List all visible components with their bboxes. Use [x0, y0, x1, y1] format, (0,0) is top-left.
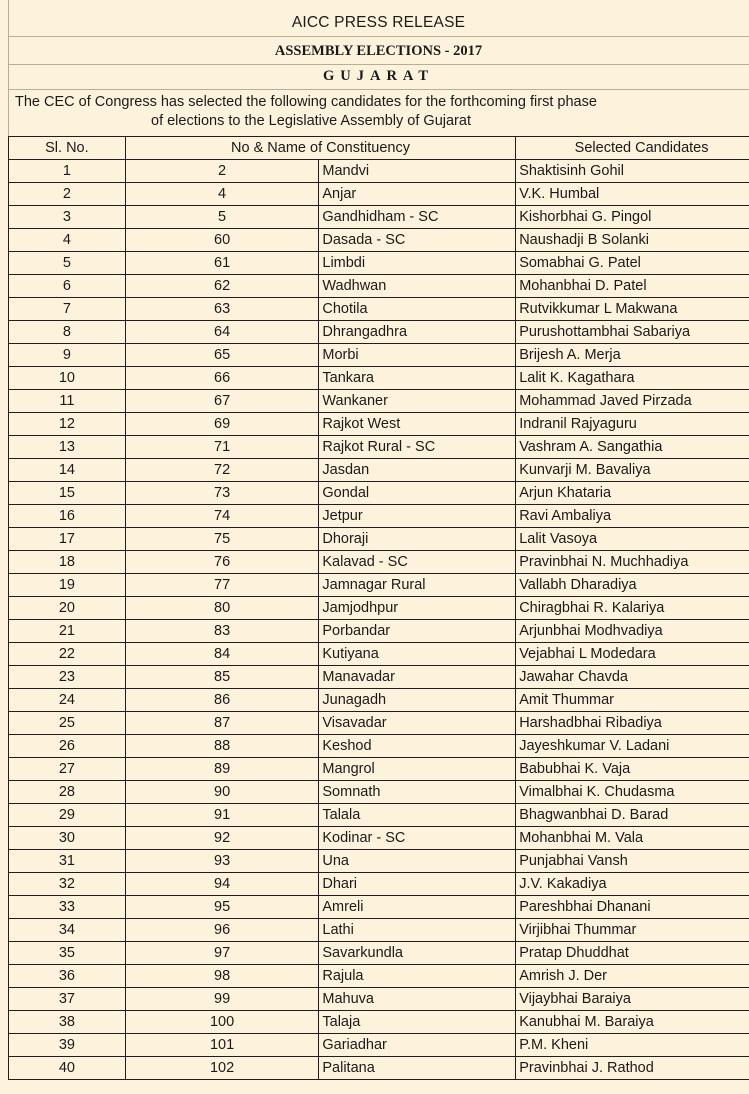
- serial-number: 5: [9, 252, 126, 275]
- serial-number: 22: [9, 643, 126, 666]
- serial-number: 4: [9, 229, 126, 252]
- table-row: [9, 160, 749, 183]
- constituency-name: Dasada - SC: [319, 229, 516, 252]
- constituency-name: Chotila: [319, 298, 516, 321]
- constituency-name: Palitana: [319, 1057, 516, 1080]
- constituency-number: 71: [125, 436, 319, 459]
- constituency-number: 87: [125, 712, 319, 735]
- constituency-name: Keshod: [319, 735, 516, 758]
- serial-number: 7: [9, 298, 126, 321]
- candidate-name: Vashram A. Sangathia: [516, 436, 749, 459]
- constituency-number: 96: [125, 919, 319, 942]
- candidate-name: P.M. Kheni: [516, 1034, 749, 1057]
- constituency-number: 69: [125, 413, 319, 436]
- table-row: [9, 735, 749, 758]
- candidate-name: Purushottambhai Sabariya: [516, 321, 749, 344]
- constituency-number: 95: [125, 896, 319, 919]
- table-row: [9, 413, 749, 436]
- constituency-number: 90: [125, 781, 319, 804]
- table-row: [9, 229, 749, 252]
- constituency-number: 61: [125, 252, 319, 275]
- constituency-name: Kalavad - SC: [319, 551, 516, 574]
- table-row: [9, 643, 749, 666]
- constituency-name: Somnath: [319, 781, 516, 804]
- candidate-name: Vallabh Dharadiya: [516, 574, 749, 597]
- constituency-name: Rajkot Rural - SC: [319, 436, 516, 459]
- constituency-number: 100: [125, 1011, 319, 1034]
- candidate-name: Shaktisinh Gohil: [516, 160, 749, 183]
- table-row: [9, 597, 749, 620]
- candidate-name: Kishorbhai G. Pingol: [516, 206, 749, 229]
- candidate-name: J.V. Kakadiya: [516, 873, 749, 896]
- constituency-number: 91: [125, 804, 319, 827]
- candidate-name: Harshadbhai Ribadiya: [516, 712, 749, 735]
- constituency-name: Jasdan: [319, 459, 516, 482]
- table-row: [9, 804, 749, 827]
- constituency-number: 86: [125, 689, 319, 712]
- serial-number: 3: [9, 206, 126, 229]
- constituency-name: Amreli: [319, 896, 516, 919]
- intro-line-1: The CEC of Congress has selected the following candidates for the forthcoming first phase: [15, 94, 597, 110]
- serial-number: 20: [9, 597, 126, 620]
- col-header-sl-no: Sl. No.: [9, 137, 126, 160]
- serial-number: 40: [9, 1057, 126, 1080]
- serial-number: 26: [9, 735, 126, 758]
- constituency-number: 5: [125, 206, 319, 229]
- candidate-name: Mohammad Javed Pirzada: [516, 390, 749, 413]
- constituency-number: 77: [125, 574, 319, 597]
- serial-number: 17: [9, 528, 126, 551]
- serial-number: 39: [9, 1034, 126, 1057]
- table-row: [9, 505, 749, 528]
- candidate-name: Rutvikkumar L Makwana: [516, 298, 749, 321]
- table-row: [9, 367, 749, 390]
- header-divider: [8, 89, 749, 90]
- constituency-number: 60: [125, 229, 319, 252]
- candidate-name: Babubhai K. Vaja: [516, 758, 749, 781]
- serial-number: 38: [9, 1011, 126, 1034]
- candidate-name: Somabhai G. Patel: [516, 252, 749, 275]
- table-row: [9, 344, 749, 367]
- constituency-number: 63: [125, 298, 319, 321]
- serial-number: 37: [9, 988, 126, 1011]
- serial-number: 24: [9, 689, 126, 712]
- constituency-name: Mahuva: [319, 988, 516, 1011]
- constituency-number: 2: [125, 160, 319, 183]
- table-row: [9, 206, 749, 229]
- constituency-name: Manavadar: [319, 666, 516, 689]
- constituency-name: Kutiyana: [319, 643, 516, 666]
- table-row: [9, 896, 749, 919]
- table-row: [9, 873, 749, 896]
- constituency-number: 67: [125, 390, 319, 413]
- table-row: [9, 183, 749, 206]
- constituency-name: Tankara: [319, 367, 516, 390]
- constituency-number: 92: [125, 827, 319, 850]
- constituency-number: 65: [125, 344, 319, 367]
- serial-number: 15: [9, 482, 126, 505]
- candidate-name: Amrish J. Der: [516, 965, 749, 988]
- constituency-name: Una: [319, 850, 516, 873]
- serial-number: 14: [9, 459, 126, 482]
- serial-number: 31: [9, 850, 126, 873]
- serial-number: 30: [9, 827, 126, 850]
- constituency-number: 85: [125, 666, 319, 689]
- candidate-name: V.K. Humbal: [516, 183, 749, 206]
- serial-number: 9: [9, 344, 126, 367]
- table-row: [9, 551, 749, 574]
- candidate-name: Pravinbhai J. Rathod: [516, 1057, 749, 1080]
- constituency-name: Dhari: [319, 873, 516, 896]
- candidate-name: Lalit K. Kagathara: [516, 367, 749, 390]
- release-title: AICC PRESS RELEASE: [291, 14, 466, 31]
- candidate-name: Pravinbhai N. Muchhadiya: [516, 551, 749, 574]
- serial-number: 1: [9, 160, 126, 183]
- table-row: [9, 919, 749, 942]
- table-row: [9, 528, 749, 551]
- candidate-name: Vejabhai L Modedara: [516, 643, 749, 666]
- serial-number: 8: [9, 321, 126, 344]
- serial-number: 27: [9, 758, 126, 781]
- candidate-name: Chiragbhai R. Kalariya: [516, 597, 749, 620]
- candidate-name: Kunvarji M. Bavaliya: [516, 459, 749, 482]
- constituency-number: 84: [125, 643, 319, 666]
- table-row: [9, 965, 749, 988]
- table-body: [9, 160, 749, 1080]
- constituency-number: 73: [125, 482, 319, 505]
- header-divider: [8, 36, 749, 37]
- constituency-name: Junagadh: [319, 689, 516, 712]
- constituency-name: Mangrol: [319, 758, 516, 781]
- table-header-row: [9, 137, 749, 160]
- table-row: [9, 459, 749, 482]
- constituency-number: 94: [125, 873, 319, 896]
- constituency-name: Kodinar - SC: [319, 827, 516, 850]
- candidate-name: Pareshbhai Dhanani: [516, 896, 749, 919]
- constituency-name: Talala: [319, 804, 516, 827]
- table-row: [9, 390, 749, 413]
- table-row: [9, 436, 749, 459]
- table-row: [9, 666, 749, 689]
- serial-number: 10: [9, 367, 126, 390]
- constituency-name: Savarkundla: [319, 942, 516, 965]
- table-row: [9, 482, 749, 505]
- serial-number: 32: [9, 873, 126, 896]
- table-row: [9, 689, 749, 712]
- col-header-candidates: Selected Candidates: [516, 137, 749, 160]
- serial-number: 13: [9, 436, 126, 459]
- candidate-name: Vimalbhai K. Chudasma: [516, 781, 749, 804]
- constituency-number: 4: [125, 183, 319, 206]
- constituency-name: Wankaner: [319, 390, 516, 413]
- serial-number: 18: [9, 551, 126, 574]
- serial-number: 36: [9, 965, 126, 988]
- candidate-name: Lalit Vasoya: [516, 528, 749, 551]
- constituency-name: Dhoraji: [319, 528, 516, 551]
- table-row: [9, 1034, 749, 1057]
- table-row: [9, 298, 749, 321]
- constituency-number: 83: [125, 620, 319, 643]
- table-row: [9, 827, 749, 850]
- constituency-number: 75: [125, 528, 319, 551]
- candidate-name: Punjabhai Vansh: [516, 850, 749, 873]
- serial-number: 12: [9, 413, 126, 436]
- constituency-name: Gariadhar: [319, 1034, 516, 1057]
- constituency-name: Talaja: [319, 1011, 516, 1034]
- header-divider: [8, 64, 749, 65]
- constituency-name: Lathi: [319, 919, 516, 942]
- election-title: ASSEMBLY ELECTIONS - 2017: [274, 43, 483, 59]
- constituency-number: 93: [125, 850, 319, 873]
- candidate-name: Indranil Rajyaguru: [516, 413, 749, 436]
- constituency-number: 88: [125, 735, 319, 758]
- serial-number: 6: [9, 275, 126, 298]
- constituency-number: 72: [125, 459, 319, 482]
- candidate-name: Arjunbhai Modhvadiya: [516, 620, 749, 643]
- constituency-name: Mandvi: [319, 160, 516, 183]
- serial-number: 34: [9, 919, 126, 942]
- table-row: [9, 781, 749, 804]
- serial-number: 25: [9, 712, 126, 735]
- constituency-name: Rajkot West: [319, 413, 516, 436]
- constituency-number: 76: [125, 551, 319, 574]
- candidate-name: Jawahar Chavda: [516, 666, 749, 689]
- constituency-number: 80: [125, 597, 319, 620]
- serial-number: 35: [9, 942, 126, 965]
- serial-number: 29: [9, 804, 126, 827]
- candidate-name: Brijesh A. Merja: [516, 344, 749, 367]
- constituency-name: Limbdi: [319, 252, 516, 275]
- table-row: [9, 321, 749, 344]
- constituency-number: 99: [125, 988, 319, 1011]
- serial-number: 33: [9, 896, 126, 919]
- candidate-name: Jayeshkumar V. Ladani: [516, 735, 749, 758]
- constituency-name: Anjar: [319, 183, 516, 206]
- constituency-name: Rajula: [319, 965, 516, 988]
- table-row: [9, 1011, 749, 1034]
- table-row: [9, 758, 749, 781]
- table-row: [9, 988, 749, 1011]
- serial-number: 21: [9, 620, 126, 643]
- table-row: [9, 252, 749, 275]
- intro-text: [15, 93, 655, 131]
- candidate-name: Arjun Khataria: [516, 482, 749, 505]
- constituency-number: 102: [125, 1057, 319, 1080]
- table-row: [9, 620, 749, 643]
- constituency-number: 64: [125, 321, 319, 344]
- constituency-name: Jamnagar Rural: [319, 574, 516, 597]
- constituency-name: Jetpur: [319, 505, 516, 528]
- constituency-number: 66: [125, 367, 319, 390]
- serial-number: 16: [9, 505, 126, 528]
- serial-number: 19: [9, 574, 126, 597]
- table-row: [9, 942, 749, 965]
- candidate-name: Mohanbhai M. Vala: [516, 827, 749, 850]
- serial-number: 11: [9, 390, 126, 413]
- constituency-name: Gondal: [319, 482, 516, 505]
- constituency-number: 101: [125, 1034, 319, 1057]
- constituency-number: 62: [125, 275, 319, 298]
- table-row: [9, 574, 749, 597]
- constituency-name: Gandhidham - SC: [319, 206, 516, 229]
- candidate-name: Pratap Dhuddhat: [516, 942, 749, 965]
- table-row: [9, 275, 749, 298]
- table-row: [9, 1057, 749, 1080]
- candidate-name: Naushadji B Solanki: [516, 229, 749, 252]
- constituency-number: 98: [125, 965, 319, 988]
- candidate-name: Kanubhai M. Baraiya: [516, 1011, 749, 1034]
- table-row: [9, 712, 749, 735]
- candidate-name: Virjibhai Thummar: [516, 919, 749, 942]
- candidate-name: Mohanbhai D. Patel: [516, 275, 749, 298]
- constituency-name: Visavadar: [319, 712, 516, 735]
- serial-number: 23: [9, 666, 126, 689]
- table-row: [9, 850, 749, 873]
- constituency-number: 89: [125, 758, 319, 781]
- serial-number: 28: [9, 781, 126, 804]
- state-name: GUJARAT: [322, 68, 434, 84]
- constituency-name: Morbi: [319, 344, 516, 367]
- serial-number: 2: [9, 183, 126, 206]
- constituency-name: Porbandar: [319, 620, 516, 643]
- constituency-number: 97: [125, 942, 319, 965]
- intro-line-2: of elections to the Legislative Assembly of Gujarat: [151, 113, 471, 129]
- constituency-name: Jamjodhpur: [319, 597, 516, 620]
- constituency-name: Dhrangadhra: [319, 321, 516, 344]
- col-header-constituency: No & Name of Constituency: [125, 137, 515, 160]
- constituency-number: 74: [125, 505, 319, 528]
- candidates-table: [8, 136, 749, 1080]
- candidate-name: Amit Thummar: [516, 689, 749, 712]
- candidate-name: Bhagwanbhai D. Barad: [516, 804, 749, 827]
- candidate-name: Vijaybhai Baraiya: [516, 988, 749, 1011]
- candidate-name: Ravi Ambaliya: [516, 505, 749, 528]
- constituency-name: Wadhwan: [319, 275, 516, 298]
